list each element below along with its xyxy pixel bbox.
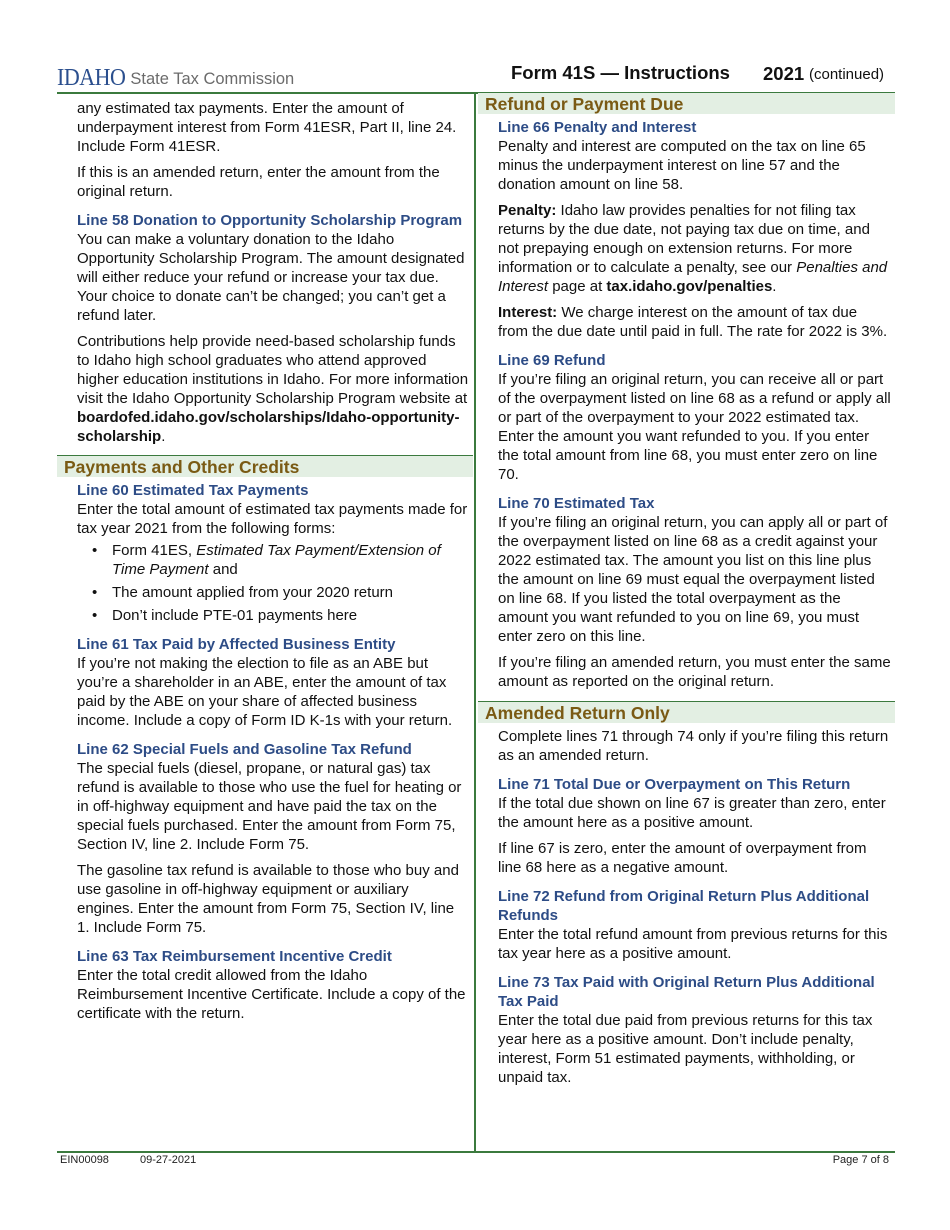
paragraph: If line 67 is zero, enter the amount of overpayment from line 68 here as a negative amount.: [498, 840, 867, 876]
paragraph: The gasoline tax refund is available to those who buy and use gasoline in off-highway equipment or auxiliary engines. Enter the amount from Form 75, Section IV, line 1. Include Form 75.: [77, 862, 459, 936]
paragraph: any estimated tax payments. Enter the amount of underpayment interest from Form 41ESR, Part II, line 24. Include Form 41ESR.: [77, 100, 457, 155]
paragraph: Penalty and interest are computed on the tax on line 65 minus the underpayment interest on line 57 and the donation amount on line 58.: [498, 138, 866, 193]
paragraph: If this is an amended return, enter the amount from the original return.: [77, 164, 440, 200]
refund-section-heading: Refund or Payment Due: [478, 93, 895, 114]
line-66-heading: Line 66 Penalty and Interest: [498, 119, 697, 136]
paragraph: You can make a voluntary donation to the Idaho Opportunity Scholarship Program. The amount designated will either reduce your refund or increase your tax due. Your choice to donate can’t be changed; you can’t get a refund later.: [77, 231, 465, 324]
page-header: [57, 60, 889, 90]
left-column: [57, 93, 473, 1030]
continued-label: (continued): [809, 66, 885, 83]
footer-divider: [57, 1151, 895, 1153]
paragraph: If you’re not making the election to file as an ABE but you’re a shareholder in an ABE, enter the amount of tax paid by the ABE on your share of affected business income. Include a copy of Form ID K-1s with your return.: [77, 655, 453, 729]
scholarship-url[interactable]: boardofed.idaho.gov/scholarships/Idaho-opportunity-scholarship: [77, 409, 460, 445]
paragraph: Enter the total refund amount from previous returns for this tax year here as a positive amount.: [498, 926, 888, 962]
list-item: • The amount applied from your 2020 return: [92, 583, 469, 602]
logo-tagline: State Tax Commission: [130, 70, 295, 88]
column-divider: [474, 93, 476, 1152]
paragraph: Enter the total credit allowed from the Idaho Reimbursement Incentive Certificate. Include a copy of the certificate with the return.: [77, 967, 466, 1022]
paragraph: Interest: We charge interest on the amount of tax due from the due date until paid in full. The rate for 2022 is 3%.: [498, 304, 888, 340]
line-60-heading: Line 60 Estimated Tax Payments: [77, 482, 309, 499]
paragraph: If the total due shown on line 67 is greater than zero, enter the amount here as a positive amount.: [498, 795, 886, 831]
paragraph: Contributions help provide need-based scholarship funds to Idaho high school graduates who attend approved higher education institutions in Idaho. For more information visit the Idaho Opportunity Scholarship Program website at boardofed.idaho.gov/scholarships/Idaho-opportunity-scholarship.: [77, 333, 469, 445]
line-69-heading: Line 69 Refund: [498, 352, 606, 369]
form-title: Form 41S — Instructions: [511, 62, 730, 83]
paragraph: The special fuels (diesel, propane, or natural gas) tax refund is available to those who use the fuel for heating or in off-highway equipment and have paid the tax on the special fuels purchased. Enter the amount from Form 75, Section IV, line 2. Include Form 75.: [77, 760, 462, 853]
bullet-list: [77, 541, 469, 625]
paragraph: Penalty: Idaho law provides penalties for not filing tax returns by the due date, not paying tax due on time, and not prepaying enough on extension returns. For more information or to calculate a penalty, see our Penalties and Interest page at tax.idaho.gov/penalties.: [498, 202, 888, 295]
paragraph: Enter the total amount of estimated tax payments made for tax year 2021 from the following forms:: [77, 501, 468, 537]
line-58-heading: Line 58 Donation to Opportunity Scholarship Program: [77, 212, 463, 229]
line-63-heading: Line 63 Tax Reimbursement Incentive Credit: [77, 948, 392, 965]
list-item: • Don’t include PTE-01 payments here: [92, 606, 469, 625]
list-item: • Form 41ES, Estimated Tax Payment/Extension of Time Payment and: [92, 541, 469, 579]
form-year: 2021: [763, 63, 805, 84]
idaho-logo: [57, 64, 294, 90]
footer-page-number: Page 7 of 8: [832, 1154, 889, 1166]
line-62-heading: Line 62 Special Fuels and Gasoline Tax Refund: [77, 741, 412, 758]
paragraph: If you’re filing an original return, you can apply all or part of the overpayment listed on line 68 as a credit against your 2022 estimated tax. The amount you list on this line plus the amount on line 69 must equal the overpayment listed on line 68. If you listed the total overpayment as the amount you want refunded to you on line 69, you must enter zero on this line.: [498, 514, 888, 645]
paragraph: If you’re filing an original return, you can receive all or part of the overpayment listed on line 68 as a refund or apply all or part of the overpayment to your 2022 estimated tax. Enter the amount you want refunded to you. If you enter the total amount from line 68, you must enter zero on line 70.: [498, 371, 891, 483]
footer-form-code: EIN00098: [60, 1154, 109, 1166]
line-71-heading: Line 71 Total Due or Overpayment on This Return: [498, 776, 851, 793]
paragraph: Enter the total due paid from previous returns for this tax year here as a positive amount. Don’t include penalty, interest, Form 51 estimated payments, withholding, or unpaid tax.: [498, 1012, 873, 1086]
amended-section-heading: Amended Return Only: [478, 701, 895, 723]
line-73-heading: Line 73 Tax Paid with Original Return Plus Additional Tax Paid: [498, 974, 875, 1010]
paragraph: If you’re filing an amended return, you must enter the same amount as reported on the original return.: [498, 654, 891, 690]
paragraph: Complete lines 71 through 74 only if you’re filing this return as an amended return.: [498, 728, 889, 764]
line-72-heading: Line 72 Refund from Original Return Plus Additional Refunds: [498, 888, 870, 924]
penalties-url[interactable]: tax.idaho.gov/penalties: [606, 278, 773, 295]
right-column: [478, 93, 895, 1094]
line-70-heading: Line 70 Estimated Tax: [498, 495, 655, 512]
footer-date: 09-27-2021: [140, 1154, 197, 1166]
logo-wordmark: IDAHO: [57, 62, 126, 91]
payments-section-heading: Payments and Other Credits: [57, 455, 473, 477]
line-61-heading: Line 61 Tax Paid by Affected Business Entity: [77, 636, 396, 653]
